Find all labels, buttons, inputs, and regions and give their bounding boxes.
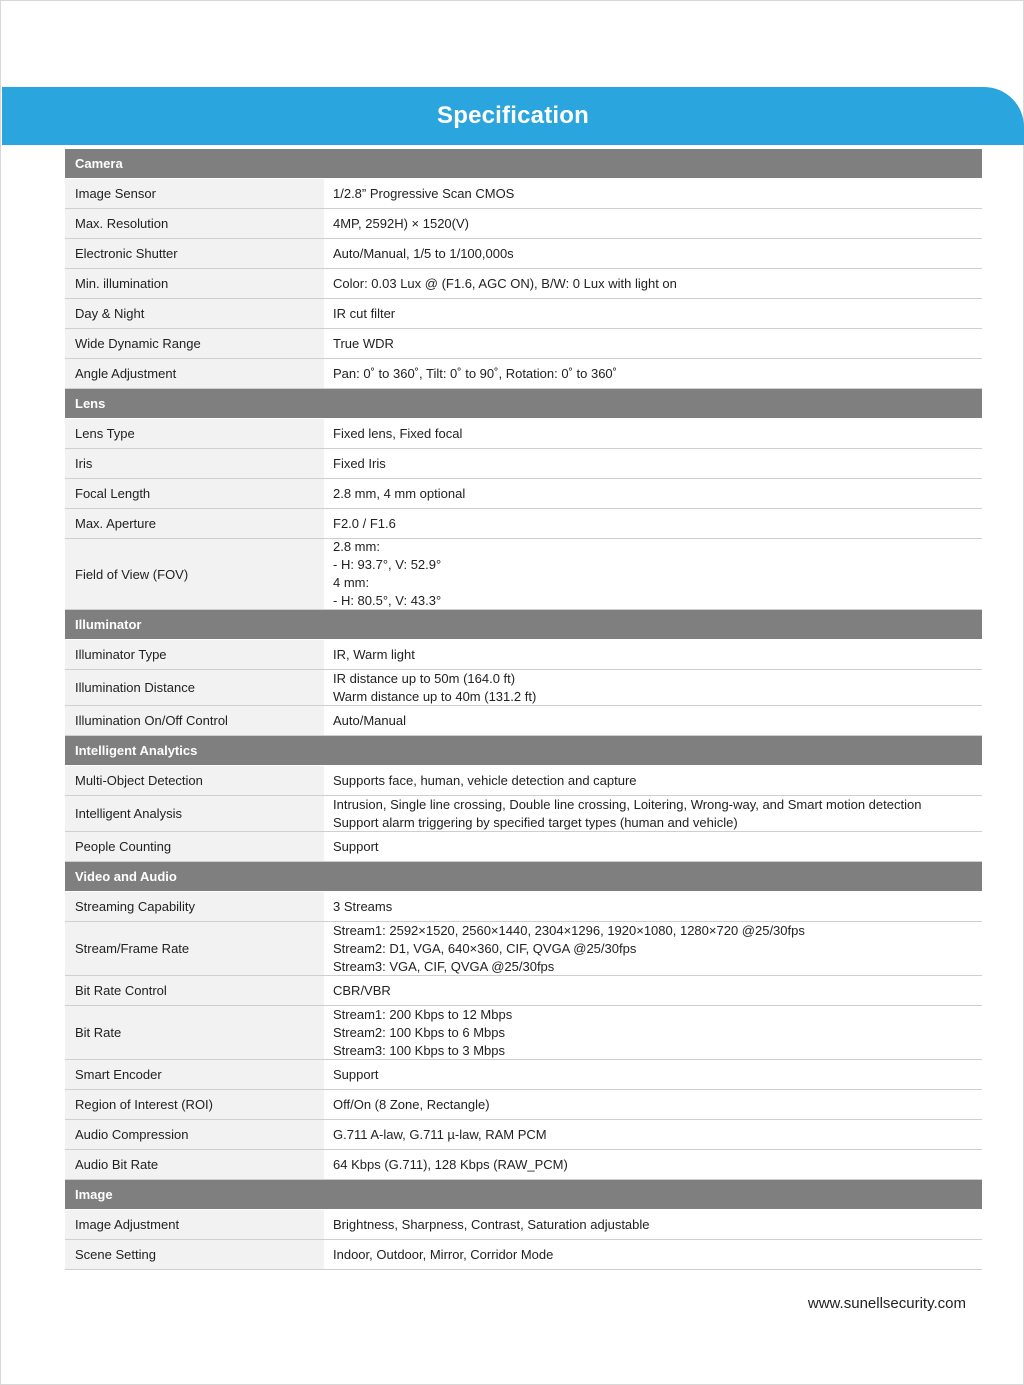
spec-value-line: 2.8 mm: xyxy=(333,539,380,554)
spec-value-line: Support alarm triggering by specified target types (human and vehicle) xyxy=(333,814,738,830)
spec-value-line: Auto/Manual, 1/5 to 1/100,000s xyxy=(333,245,514,261)
spec-value-line: Brightness, Sharpness, Contrast, Saturation adjustable xyxy=(333,1216,650,1232)
spec-label: Angle Adjustment xyxy=(65,359,324,388)
spec-row xyxy=(65,1090,982,1120)
spec-value xyxy=(324,1120,982,1149)
spec-value xyxy=(324,1150,982,1179)
spec-value-line: Stream1: 2592×1520, 2560×1440, 2304×1296, 1920×1080, 1280×720 @25/30fps xyxy=(333,922,805,938)
spec-value-line: Supports face, human, vehicle detection and capture xyxy=(333,772,637,788)
spec-label: Smart Encoder xyxy=(65,1060,324,1089)
website-url: www.sunellsecurity.com xyxy=(807,1295,966,1312)
spec-value-line: IR, Warm light xyxy=(333,646,415,662)
spec-value xyxy=(324,670,982,705)
spec-row xyxy=(65,239,982,269)
spec-row xyxy=(65,479,982,509)
spec-value xyxy=(324,269,982,298)
spec-label: Scene Setting xyxy=(65,1240,324,1269)
spec-row xyxy=(65,832,982,862)
spec-value xyxy=(324,1210,982,1239)
spec-row xyxy=(65,1240,982,1270)
spec-value-line: Fixed Iris xyxy=(333,455,386,471)
spec-value xyxy=(324,796,982,831)
spec-label: People Counting xyxy=(65,832,324,861)
spec-value xyxy=(324,892,982,921)
spec-value-line: - H: 93.7°, V: 52.9° xyxy=(333,557,442,572)
spec-value-line: F2.0 / F1.6 xyxy=(333,515,396,531)
spec-row xyxy=(65,670,982,706)
spec-value xyxy=(324,329,982,358)
spec-value-line: Off/On (8 Zone, Rectangle) xyxy=(333,1096,490,1112)
spec-row xyxy=(65,1210,982,1240)
spec-label: Multi-Object Detection xyxy=(65,766,324,795)
spec-value xyxy=(324,1006,982,1059)
spec-value xyxy=(324,359,982,388)
spec-value xyxy=(324,539,982,609)
spec-row xyxy=(65,539,982,610)
spec-row xyxy=(65,922,982,976)
spec-row xyxy=(65,1060,982,1090)
spec-value xyxy=(324,832,982,861)
spec-row xyxy=(65,299,982,329)
spec-label: Intelligent Analysis xyxy=(65,796,324,831)
section-header: Image xyxy=(65,1180,982,1210)
spec-value-line: Pan: 0˚ to 360˚, Tilt: 0˚ to 90˚, Rotation: 0˚ to 360˚ xyxy=(333,365,617,381)
spec-label: Audio Compression xyxy=(65,1120,324,1149)
spec-value xyxy=(324,209,982,238)
spec-value xyxy=(324,976,982,1005)
spec-value xyxy=(324,640,982,669)
spec-value-line: Fixed lens, Fixed focal xyxy=(333,425,463,441)
spec-value-line: 4 mm: xyxy=(333,575,370,590)
spec-value-line: G.711 A-law, G.711 µ-law, RAM PCM xyxy=(333,1126,547,1142)
spec-label: Min. illumination xyxy=(65,269,324,298)
spec-row xyxy=(65,976,982,1006)
spec-value-line: Stream2: D1, VGA, 640×360, CIF, QVGA @25/30fps xyxy=(333,940,637,956)
spec-row xyxy=(65,509,982,539)
spec-value xyxy=(324,706,982,735)
section-header: Illuminator xyxy=(65,610,982,640)
spec-row xyxy=(65,329,982,359)
spec-label: Bit Rate Control xyxy=(65,976,324,1005)
spec-value-line: Auto/Manual xyxy=(333,712,406,728)
spec-row xyxy=(65,892,982,922)
spec-value xyxy=(324,509,982,538)
spec-value xyxy=(324,1060,982,1089)
spec-value-line: Color: 0.03 Lux @ (F1.6, AGC ON), B/W: 0 Lux with light on xyxy=(333,275,677,291)
page-title: Specification xyxy=(437,102,589,129)
spec-row xyxy=(65,1150,982,1180)
spec-value-line: 4MP, 2592H) × 1520(V) xyxy=(333,215,469,231)
spec-value xyxy=(324,1240,982,1269)
spec-value-line: Warm distance up to 40m (131.2 ft) xyxy=(333,688,537,704)
spec-value-line: Stream3: 100 Kbps to 3 Mbps xyxy=(333,1042,505,1058)
spec-value-line: IR cut filter xyxy=(333,305,396,321)
spec-label: Electronic Shutter xyxy=(65,239,324,268)
spec-label: Illuminator Type xyxy=(65,640,324,669)
spec-label: Max. Aperture xyxy=(65,509,324,538)
spec-value xyxy=(324,449,982,478)
spec-value-line: Stream2: 100 Kbps to 6 Mbps xyxy=(333,1024,505,1040)
spec-value xyxy=(324,179,982,208)
specification-table xyxy=(65,149,982,1270)
spec-label: Day & Night xyxy=(65,299,324,328)
spec-value-line: True WDR xyxy=(333,335,394,351)
spec-label: Image Sensor xyxy=(65,179,324,208)
spec-value xyxy=(324,479,982,508)
spec-value-line: CBR/VBR xyxy=(333,982,391,998)
spec-value xyxy=(324,299,982,328)
spec-row xyxy=(65,796,982,832)
spec-value-line: Indoor, Outdoor, Mirror, Corridor Mode xyxy=(333,1246,554,1262)
spec-row xyxy=(65,269,982,299)
spec-row xyxy=(65,179,982,209)
spec-value-line: Support xyxy=(333,1066,379,1082)
spec-label: Bit Rate xyxy=(65,1006,324,1059)
spec-label: Region of Interest (ROI) xyxy=(65,1090,324,1119)
spec-row xyxy=(65,209,982,239)
section-header: Intelligent Analytics xyxy=(65,736,982,766)
spec-value xyxy=(324,419,982,448)
spec-label: Streaming Capability xyxy=(65,892,324,921)
spec-value-line: Support xyxy=(333,838,379,854)
spec-value-line: 2.8 mm, 4 mm optional xyxy=(333,485,466,501)
spec-row xyxy=(65,449,982,479)
title-banner xyxy=(2,87,1024,145)
spec-label: Field of View (FOV) xyxy=(65,539,324,609)
spec-label: Focal Length xyxy=(65,479,324,508)
section-header: Lens xyxy=(65,389,982,419)
spec-value-line: Intrusion, Single line crossing, Double line crossing, Loitering, Wrong-way, and Smart motion detection xyxy=(333,796,922,812)
spec-value xyxy=(324,239,982,268)
spec-value xyxy=(324,922,982,975)
spec-label: Stream/Frame Rate xyxy=(65,922,324,975)
spec-value-line: IR distance up to 50m (164.0 ft) xyxy=(333,670,516,686)
spec-value-line: 3 Streams xyxy=(333,898,393,914)
spec-row xyxy=(65,766,982,796)
spec-row xyxy=(65,706,982,736)
spec-label: Max. Resolution xyxy=(65,209,324,238)
spec-label: Image Adjustment xyxy=(65,1210,324,1239)
spec-row xyxy=(65,1120,982,1150)
spec-label: Audio Bit Rate xyxy=(65,1150,324,1179)
spec-row xyxy=(65,640,982,670)
spec-value xyxy=(324,766,982,795)
spec-label: Lens Type xyxy=(65,419,324,448)
spec-label: Illumination Distance xyxy=(65,670,324,705)
spec-value-line: Stream3: VGA, CIF, QVGA @25/30fps xyxy=(333,958,555,974)
spec-value-line: Stream1: 200 Kbps to 12 Mbps xyxy=(333,1006,513,1022)
spec-value xyxy=(324,1090,982,1119)
spec-label: Iris xyxy=(65,449,324,478)
spec-value-line: 64 Kbps (G.711), 128 Kbps (RAW_PCM) xyxy=(333,1156,568,1172)
spec-value-line: - H: 80.5°, V: 43.3° xyxy=(333,593,442,608)
spec-row xyxy=(65,359,982,389)
spec-label: Illumination On/Off Control xyxy=(65,706,324,735)
section-header: Video and Audio xyxy=(65,862,982,892)
section-header: Camera xyxy=(65,149,982,179)
spec-row xyxy=(65,419,982,449)
spec-value-line: 1/2.8” Progressive Scan CMOS xyxy=(333,185,515,201)
spec-row xyxy=(65,1006,982,1060)
spec-label: Wide Dynamic Range xyxy=(65,329,324,358)
